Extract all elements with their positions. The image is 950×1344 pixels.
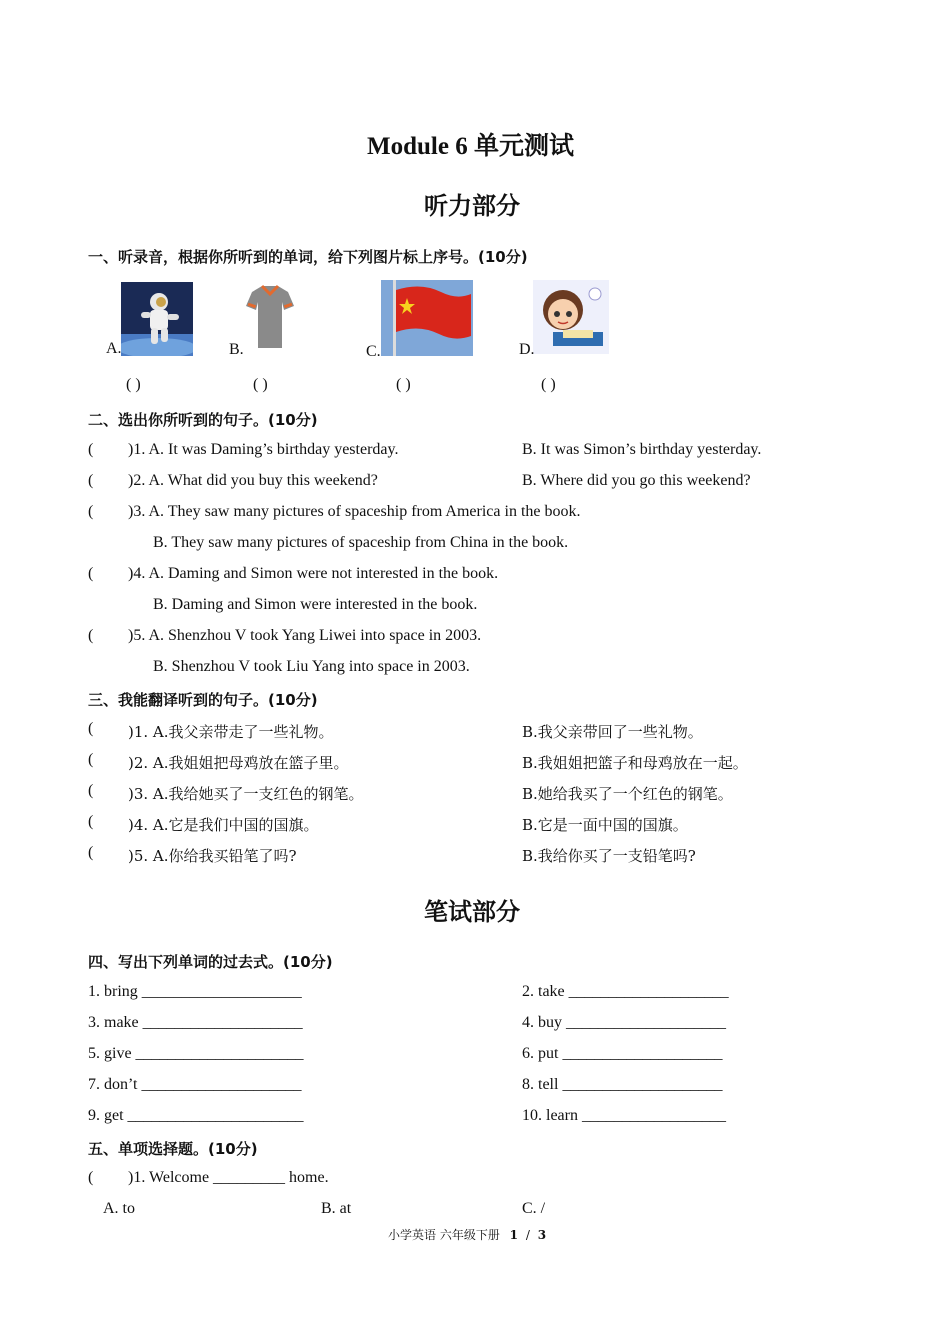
astronaut-picture — [121, 282, 193, 356]
word-take[interactable]: 2. take ____________________ — [522, 983, 729, 1000]
option-a[interactable]: A. to — [103, 1200, 135, 1217]
page-separator: / — [525, 1228, 530, 1242]
question-3-2-b: B.我姐姐把篮子和母鸡放在一起。 — [522, 754, 748, 772]
question-2-2-a: )2. A. What did you buy this weekend? — [128, 472, 378, 489]
page-number: 1 — [509, 1228, 519, 1242]
picture-label-a: A. — [106, 340, 122, 357]
question-3-3-b: B.她给我买了一个红色的钢笔。 — [522, 785, 733, 803]
question-2-2-b: B. Where did you go this weekend? — [522, 472, 751, 489]
tshirt-picture — [246, 282, 294, 352]
option-c[interactable]: C. / — [522, 1200, 546, 1217]
picture-label-b: B. — [229, 341, 244, 358]
writing-heading: 笔试部分 — [424, 900, 520, 926]
question-2-1-a: )1. A. It was Daming’s birthday yesterday. — [128, 441, 399, 458]
answer-paren[interactable]: ( — [88, 751, 94, 768]
question-2-5-a: )5. A. Shenzhou V took Yang Liwei into space in 2003. — [128, 627, 482, 644]
option-b[interactable]: B. at — [321, 1200, 352, 1217]
answer-paren-c[interactable]: ( ) — [396, 376, 411, 393]
answer-paren-d[interactable]: ( ) — [541, 376, 556, 393]
answer-paren-a[interactable]: ( ) — [126, 376, 141, 393]
answer-paren[interactable]: ( — [88, 782, 94, 799]
section-2-heading: 二、选出你所听到的句子。(10分) — [88, 411, 318, 429]
question-3-1-b: B.我父亲带回了一些礼物。 — [522, 723, 703, 741]
page-title: Module 6 单元测试 — [367, 133, 574, 160]
question-2-4-a: )4. A. Daming and Simon were not interested in the book. — [128, 565, 499, 582]
page-footer — [388, 1226, 546, 1243]
question-3-2-a: )2. A.我姐姐把母鸡放在篮子里。 — [128, 754, 349, 772]
section-4-heading: 四、写出下列单词的过去式。(10分) — [88, 953, 333, 971]
answer-paren[interactable]: ( — [88, 813, 94, 830]
section-5-heading: 五、单项选择题。(10分) — [88, 1140, 258, 1158]
question-3-1-a: )1. A.我父亲带走了一些礼物。 — [128, 723, 334, 741]
answer-paren[interactable]: ( — [88, 627, 94, 644]
answer-paren[interactable]: ( — [88, 565, 94, 582]
footer-text: 小学英语 六年级下册 — [388, 1228, 500, 1242]
page-total: 3 — [537, 1228, 547, 1242]
section-3-heading: 三、我能翻译听到的句子。(10分) — [88, 691, 318, 709]
question-3-4-b: B.它是一面中国的国旗。 — [522, 816, 688, 834]
listening-heading: 听力部分 — [424, 194, 520, 220]
question-2-1-b: B. It was Simon’s birthday yesterday. — [522, 441, 762, 458]
answer-paren[interactable]: ( — [88, 503, 94, 520]
girl-reading-picture — [533, 280, 609, 354]
word-dont[interactable]: 7. don’t ____________________ — [88, 1076, 302, 1093]
section-1-heading: 一、听录音，根据你所听到的单词，给下列图片标上序号。(10分) — [88, 248, 528, 266]
answer-paren[interactable]: ( — [88, 441, 94, 458]
word-buy[interactable]: 4. buy ____________________ — [522, 1014, 726, 1031]
word-get[interactable]: 9. get ______________________ — [88, 1107, 304, 1124]
question-5-1: )1. Welcome _________ home. — [128, 1169, 329, 1186]
question-3-5-a: )5. A.你给我买铅笔了吗? — [128, 847, 297, 865]
question-3-4-a: )4. A.它是我们中国的国旗。 — [128, 816, 319, 834]
question-2-4-b: B. Daming and Simon were interested in the book. — [153, 596, 478, 613]
question-2-5-b: B. Shenzhou V took Liu Yang into space in 2003. — [153, 658, 470, 675]
word-learn[interactable]: 10. learn __________________ — [522, 1107, 726, 1124]
answer-paren[interactable]: ( — [88, 472, 94, 489]
word-bring[interactable]: 1. bring ____________________ — [88, 983, 302, 1000]
word-make[interactable]: 3. make ____________________ — [88, 1014, 303, 1031]
question-2-3-b: B. They saw many pictures of spaceship from China in the book. — [153, 534, 569, 551]
answer-paren[interactable]: ( — [88, 720, 94, 737]
flag-picture — [381, 280, 473, 356]
answer-paren[interactable]: ( — [88, 844, 94, 861]
question-3-3-a: )3. A.我给她买了一支红色的钢笔。 — [128, 785, 364, 803]
question-2-3-a: )3. A. They saw many pictures of spaceship from America in the book. — [128, 503, 581, 520]
word-tell[interactable]: 8. tell ____________________ — [522, 1076, 723, 1093]
picture-label-c: C. — [366, 343, 381, 360]
answer-paren-b[interactable]: ( ) — [253, 376, 268, 393]
answer-paren[interactable]: ( — [88, 1169, 94, 1186]
word-put[interactable]: 6. put ____________________ — [522, 1045, 723, 1062]
word-give[interactable]: 5. give _____________________ — [88, 1045, 304, 1062]
question-3-5-b: B.我给你买了一支铅笔吗? — [522, 847, 696, 865]
picture-label-d: D. — [519, 341, 535, 358]
